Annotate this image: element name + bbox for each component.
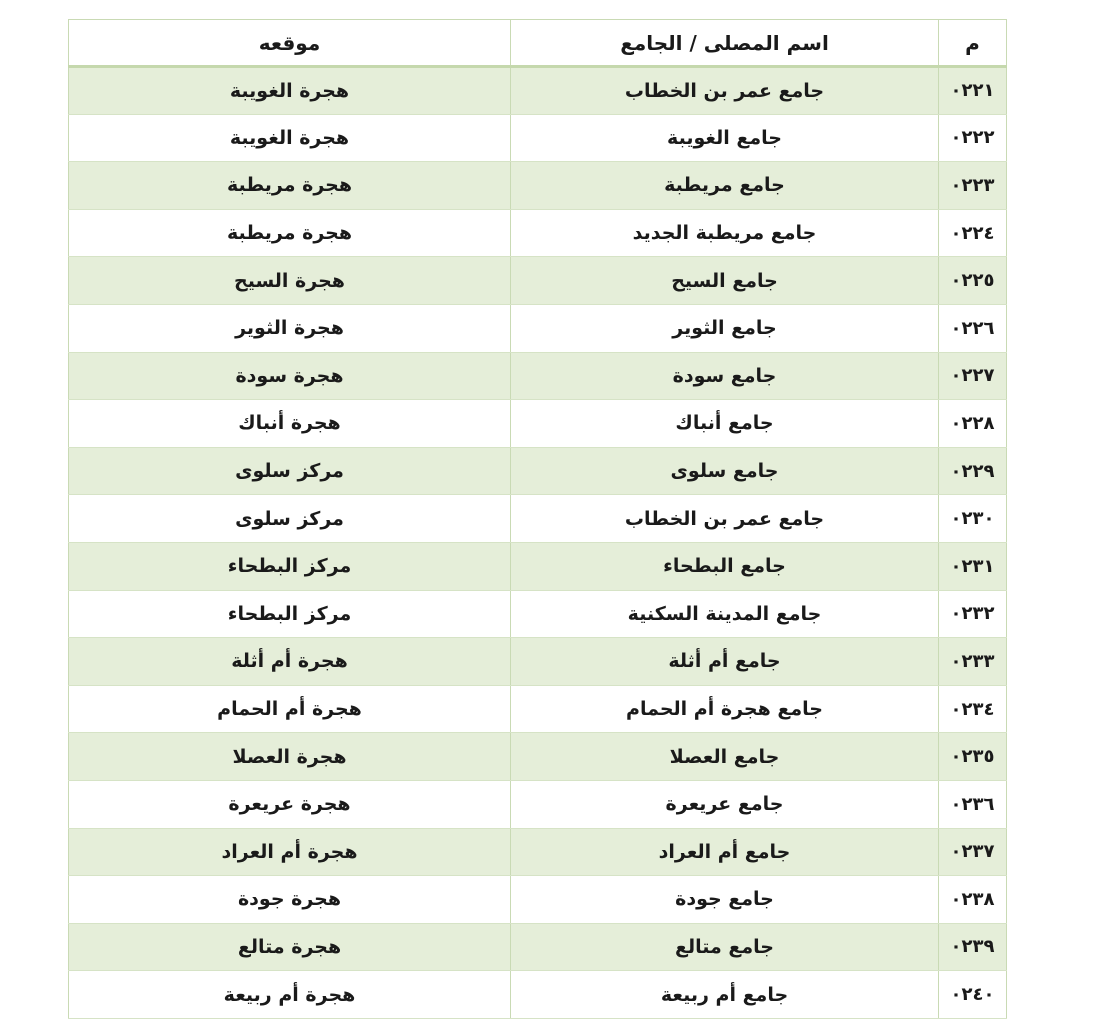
table-row	[69, 923, 1007, 971]
table-row	[69, 400, 1007, 448]
table-row	[69, 685, 1007, 733]
table-row	[69, 114, 1007, 162]
mosque-location: هجرة الغويبة	[69, 67, 511, 115]
mosque-name: جامع السيح	[511, 257, 939, 305]
mosque-name: جامع مريطبة	[511, 162, 939, 210]
row-number: ٠٢٣٣	[939, 638, 1007, 686]
mosque-location: هجرة متالع	[69, 923, 511, 971]
mosque-name: جامع المدينة السكنية	[511, 590, 939, 638]
table-row	[69, 733, 1007, 781]
mosque-location: هجرة مريطبة	[69, 162, 511, 210]
row-number: ٠٢٢٤	[939, 209, 1007, 257]
row-number: ٠٢٢٢	[939, 114, 1007, 162]
table-row	[69, 209, 1007, 257]
row-number: ٠٢٣٨	[939, 876, 1007, 924]
row-number: ٠٢٣٦	[939, 780, 1007, 828]
mosque-location: هجرة أم أثلة	[69, 638, 511, 686]
row-number: ٠٢٣٤	[939, 685, 1007, 733]
table-row	[69, 971, 1007, 1019]
mosque-name: جامع الثوير	[511, 304, 939, 352]
mosque-name: جامع مريطبة الجديد	[511, 209, 939, 257]
row-number: ٠٢٢٩	[939, 447, 1007, 495]
table-row	[69, 162, 1007, 210]
table-row	[69, 638, 1007, 686]
mosque-name: جامع سلوى	[511, 447, 939, 495]
mosque-location: هجرة عريعرة	[69, 780, 511, 828]
table-row	[69, 876, 1007, 924]
row-number: ٠٢٣٠	[939, 495, 1007, 543]
table-row	[69, 495, 1007, 543]
mosque-location: مركز سلوى	[69, 495, 511, 543]
mosque-name: جامع عمر بن الخطاب	[511, 67, 939, 115]
mosque-name: جامع العصلا	[511, 733, 939, 781]
row-number: ٠٢٣١	[939, 542, 1007, 590]
mosque-location: هجرة الثوير	[69, 304, 511, 352]
header-row	[69, 20, 1007, 67]
table-body	[69, 67, 1007, 1019]
mosque-name: جامع أم ربيعة	[511, 971, 939, 1019]
header-num: م	[939, 20, 1007, 67]
row-number: ٠٢٣٩	[939, 923, 1007, 971]
table-row	[69, 828, 1007, 876]
mosque-location: هجرة أم العراد	[69, 828, 511, 876]
mosque-location: هجرة أم الحمام	[69, 685, 511, 733]
row-number: ٠٢٣٧	[939, 828, 1007, 876]
mosque-location: مركز البطحاء	[69, 590, 511, 638]
mosque-name: جامع سودة	[511, 352, 939, 400]
mosque-location: هجرة مريطبة	[69, 209, 511, 257]
mosque-name: جامع أم أثلة	[511, 638, 939, 686]
table-row	[69, 257, 1007, 305]
mosque-location: هجرة أنباك	[69, 400, 511, 448]
header-location: موقعه	[69, 20, 511, 67]
mosque-name: جامع أم العراد	[511, 828, 939, 876]
table-row	[69, 352, 1007, 400]
mosques-table-container	[68, 19, 1006, 1019]
table-row	[69, 304, 1007, 352]
mosque-location: هجرة أم ربيعة	[69, 971, 511, 1019]
mosque-name: جامع أنباك	[511, 400, 939, 448]
table-row	[69, 447, 1007, 495]
row-number: ٠٢٢٥	[939, 257, 1007, 305]
mosque-name: جامع عمر بن الخطاب	[511, 495, 939, 543]
row-number: ٠٢٢٣	[939, 162, 1007, 210]
mosque-name: جامع متالع	[511, 923, 939, 971]
mosque-location: هجرة سودة	[69, 352, 511, 400]
mosque-name: جامع الغويبة	[511, 114, 939, 162]
row-number: ٠٢٢١	[939, 67, 1007, 115]
mosque-name: جامع جودة	[511, 876, 939, 924]
row-number: ٠٢٣٢	[939, 590, 1007, 638]
mosque-location: هجرة السيح	[69, 257, 511, 305]
row-number: ٠٢٢٨	[939, 400, 1007, 448]
mosque-name: جامع عريعرة	[511, 780, 939, 828]
mosques-table	[68, 19, 1007, 1019]
mosque-location: هجرة جودة	[69, 876, 511, 924]
table-row	[69, 67, 1007, 115]
mosque-name: جامع هجرة أم الحمام	[511, 685, 939, 733]
row-number: ٠٢٢٧	[939, 352, 1007, 400]
mosque-name: جامع البطحاء	[511, 542, 939, 590]
row-number: ٠٢٤٠	[939, 971, 1007, 1019]
mosque-location: هجرة العصلا	[69, 733, 511, 781]
header-name: اسم المصلى / الجامع	[511, 20, 939, 67]
table-row	[69, 542, 1007, 590]
mosque-location: مركز سلوى	[69, 447, 511, 495]
row-number: ٠٢٣٥	[939, 733, 1007, 781]
table-header	[69, 20, 1007, 67]
table-row	[69, 780, 1007, 828]
mosque-location: مركز البطحاء	[69, 542, 511, 590]
table-row	[69, 590, 1007, 638]
mosque-location: هجرة الغويبة	[69, 114, 511, 162]
row-number: ٠٢٢٦	[939, 304, 1007, 352]
